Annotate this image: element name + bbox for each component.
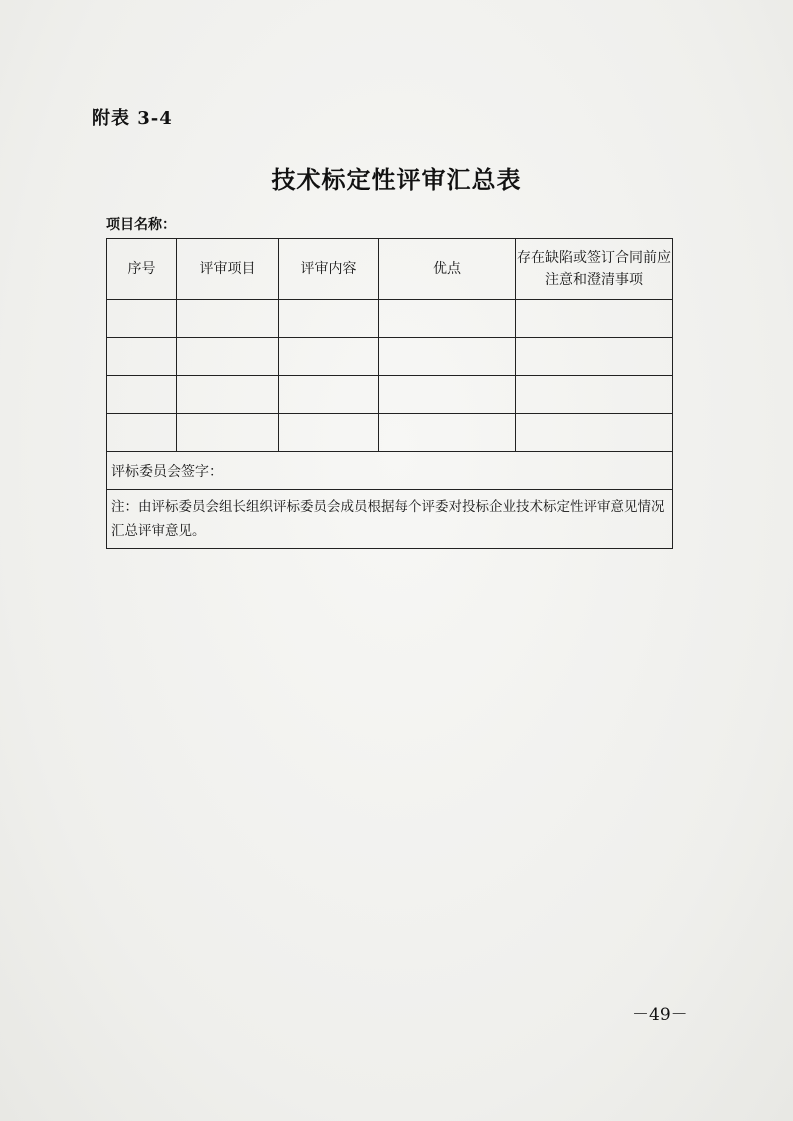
table-cell [379,376,516,414]
project-name-label: 项目名称： [106,217,176,233]
table-cell [279,376,379,414]
table-cell [379,414,516,452]
table-cell [379,300,516,338]
table-cell [516,376,673,414]
table-cell [177,376,279,414]
review-summary-table [106,238,673,549]
table-row [107,300,673,338]
table-cell [279,300,379,338]
page-title: 技术标定性评审汇总表 [271,165,522,194]
table-row [107,338,673,376]
committee-signature-label: 评标委员会签字： [107,452,673,490]
table-note: 注：由评标委员会组长组织评标委员会成员根据每个评委对投标企业技术标定性评审意见情况汇总评审意见。 [107,490,673,549]
header-serial-number: 序号 [107,239,177,300]
header-defects-and-notes: 存在缺陷或签订合同前应注意和澄清事项 [516,239,673,300]
table-cell [379,338,516,376]
table-cell [177,300,279,338]
header-review-content: 评审内容 [279,239,379,300]
table-row [107,376,673,414]
table-cell [107,376,177,414]
table-cell [177,414,279,452]
signature-row [107,452,673,490]
table-cell [516,300,673,338]
table-row [107,414,673,452]
table-cell [107,338,177,376]
page-number: －49－ [632,1005,688,1025]
note-row [107,490,673,549]
table-cell [107,300,177,338]
table-cell [279,338,379,376]
appendix-label: 附表 3-4 [92,108,173,129]
table-cell [107,414,177,452]
table-header-row [107,239,673,300]
table-cell [516,414,673,452]
header-review-item: 评审项目 [177,239,279,300]
table-cell [516,338,673,376]
table-cell [177,338,279,376]
table-cell [279,414,379,452]
header-advantages: 优点 [379,239,516,300]
